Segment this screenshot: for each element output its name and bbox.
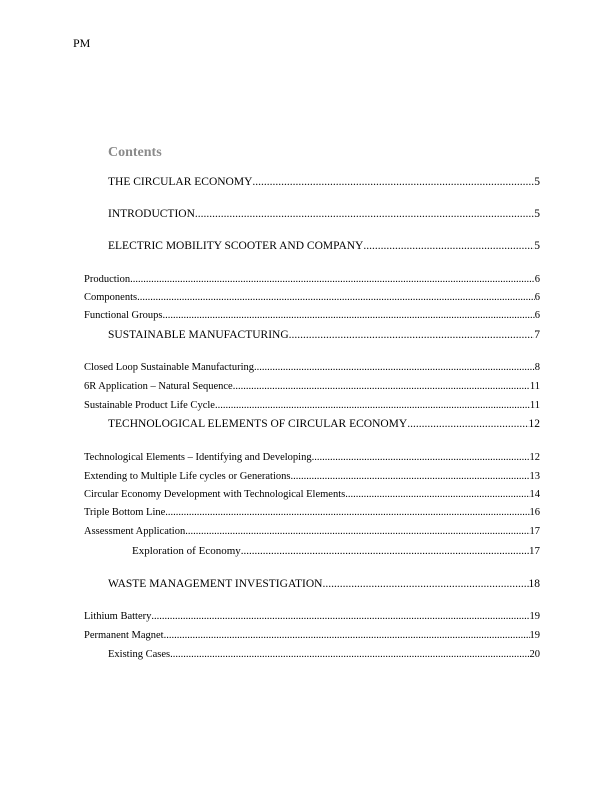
toc-entry-identifying-developing[interactable]	[84, 452, 540, 463]
toc-entry-page: 5	[534, 240, 540, 252]
toc-entry-page: 12	[529, 452, 540, 463]
toc-dot-leader	[322, 578, 528, 590]
toc-entry-triple-bottom-line[interactable]	[84, 507, 540, 518]
toc-entry-label: TECHNOLOGICAL ELEMENTS OF CIRCULAR ECONOMY	[108, 418, 408, 430]
toc-entry-label: Components	[84, 292, 138, 303]
toc-entry-page: 14	[529, 489, 540, 500]
toc-entry-lithium-battery[interactable]	[84, 611, 540, 622]
toc-dot-leader	[407, 418, 528, 430]
toc-dot-leader	[162, 310, 534, 321]
toc-dot-leader	[289, 329, 535, 341]
toc-dot-leader	[164, 630, 530, 641]
toc-entry-page: 6	[534, 310, 540, 321]
toc-entry-label: Circular Economy Development with Technological Elements	[84, 489, 346, 500]
toc-dot-leader	[130, 274, 535, 285]
toc-entry-sustainable-product-life-cycle[interactable]	[84, 400, 540, 411]
toc-dot-leader	[215, 400, 530, 411]
toc-dot-leader	[137, 292, 535, 303]
toc-entry-circular-economy[interactable]	[108, 176, 540, 188]
toc-entry-components[interactable]	[84, 292, 540, 303]
toc-dot-leader	[312, 452, 530, 463]
toc-entry-page: 5	[534, 208, 540, 220]
toc-entry-page: 6	[534, 274, 540, 285]
toc-dot-leader	[165, 507, 529, 518]
toc-dot-leader	[290, 471, 529, 482]
toc-entry-page: 11	[529, 381, 540, 392]
toc-entry-label: Production	[84, 274, 131, 285]
toc-entry-label: ELECTRIC MOBILITY SCOOTER AND COMPANY	[108, 240, 364, 252]
toc-dot-leader	[363, 240, 534, 252]
toc-entry-closed-loop[interactable]	[84, 362, 540, 373]
toc-entry-sustainable-manufacturing[interactable]	[108, 329, 540, 341]
toc-dot-leader	[254, 362, 535, 373]
toc-title: Contents	[108, 145, 162, 160]
toc-entry-existing-cases[interactable]	[108, 649, 540, 660]
toc-entry-label: INTRODUCTION	[108, 208, 195, 220]
toc-entry-label: Assessment Application	[84, 526, 186, 537]
toc-entry-page: 13	[529, 471, 540, 482]
toc-entry-electric-mobility-scooter[interactable]	[108, 240, 540, 252]
toc-entry-label: Technological Elements – Identifying and Developing	[84, 452, 312, 463]
toc-dot-leader	[233, 381, 530, 392]
toc-entry-label: Permanent Magnet	[84, 630, 164, 641]
toc-entry-production[interactable]	[84, 274, 540, 285]
toc-entry-page: 7	[534, 329, 540, 341]
toc-entry-label: WASTE MANAGEMENT INVESTIGATION	[108, 578, 323, 590]
toc-entry-6r-application[interactable]	[84, 381, 540, 392]
toc-entry-permanent-magnet[interactable]	[84, 630, 540, 641]
toc-entry-page: 12	[528, 418, 540, 430]
toc-dot-leader	[151, 611, 529, 622]
toc-entry-label: 6R Application – Natural Sequence	[84, 381, 233, 392]
toc-entry-label: Extending to Multiple Life cycles or Generations	[84, 471, 291, 482]
toc-entry-label: Sustainable Product Life Cycle	[84, 400, 215, 411]
toc-entry-label: SUSTAINABLE MANUFACTURING	[108, 329, 289, 341]
toc-entry-label: Functional Groups	[84, 310, 163, 321]
toc-entry-page: 6	[534, 292, 540, 303]
toc-entry-page: 18	[528, 578, 540, 590]
page-header: PM	[73, 36, 91, 50]
toc-dot-leader	[252, 176, 534, 188]
toc-entry-label: Lithium Battery	[84, 611, 152, 622]
toc-dot-leader	[241, 545, 529, 557]
toc-entry-technological-elements[interactable]	[108, 418, 540, 430]
toc-entry-page: 16	[529, 507, 540, 518]
toc-entry-page: 17	[529, 526, 540, 537]
toc-entry-circular-economy-development[interactable]	[84, 489, 540, 500]
toc-dot-leader	[185, 526, 529, 537]
toc-entry-functional-groups[interactable]	[84, 310, 540, 321]
toc-entry-page: 11	[529, 400, 540, 411]
toc-entry-page: 19	[529, 630, 540, 641]
toc-entry-label: THE CIRCULAR ECONOMY	[108, 176, 253, 188]
toc-entry-label: Existing Cases	[108, 649, 171, 660]
toc-entry-label: Closed Loop Sustainable Manufacturing	[84, 362, 255, 373]
toc-entry-label: Triple Bottom Line	[84, 507, 166, 518]
toc-entry-page: 20	[529, 649, 540, 660]
toc-entry-page: 19	[529, 611, 540, 622]
toc-entry-exploration-of-economy[interactable]	[132, 545, 540, 557]
toc-entry-page: 5	[534, 176, 540, 188]
toc-dot-leader	[195, 208, 534, 220]
toc-dot-leader	[170, 649, 529, 660]
toc-entry-waste-management[interactable]	[108, 578, 540, 590]
toc-dot-leader	[345, 489, 529, 500]
toc-entry-introduction[interactable]	[108, 208, 540, 220]
toc-entry-assessment-application[interactable]	[84, 526, 540, 537]
toc-entry-page: 8	[534, 362, 540, 373]
toc-entry-page: 17	[529, 545, 540, 557]
toc-entry-multiple-life-cycles[interactable]	[84, 471, 540, 482]
toc-entry-label: Exploration of Economy	[132, 545, 241, 557]
